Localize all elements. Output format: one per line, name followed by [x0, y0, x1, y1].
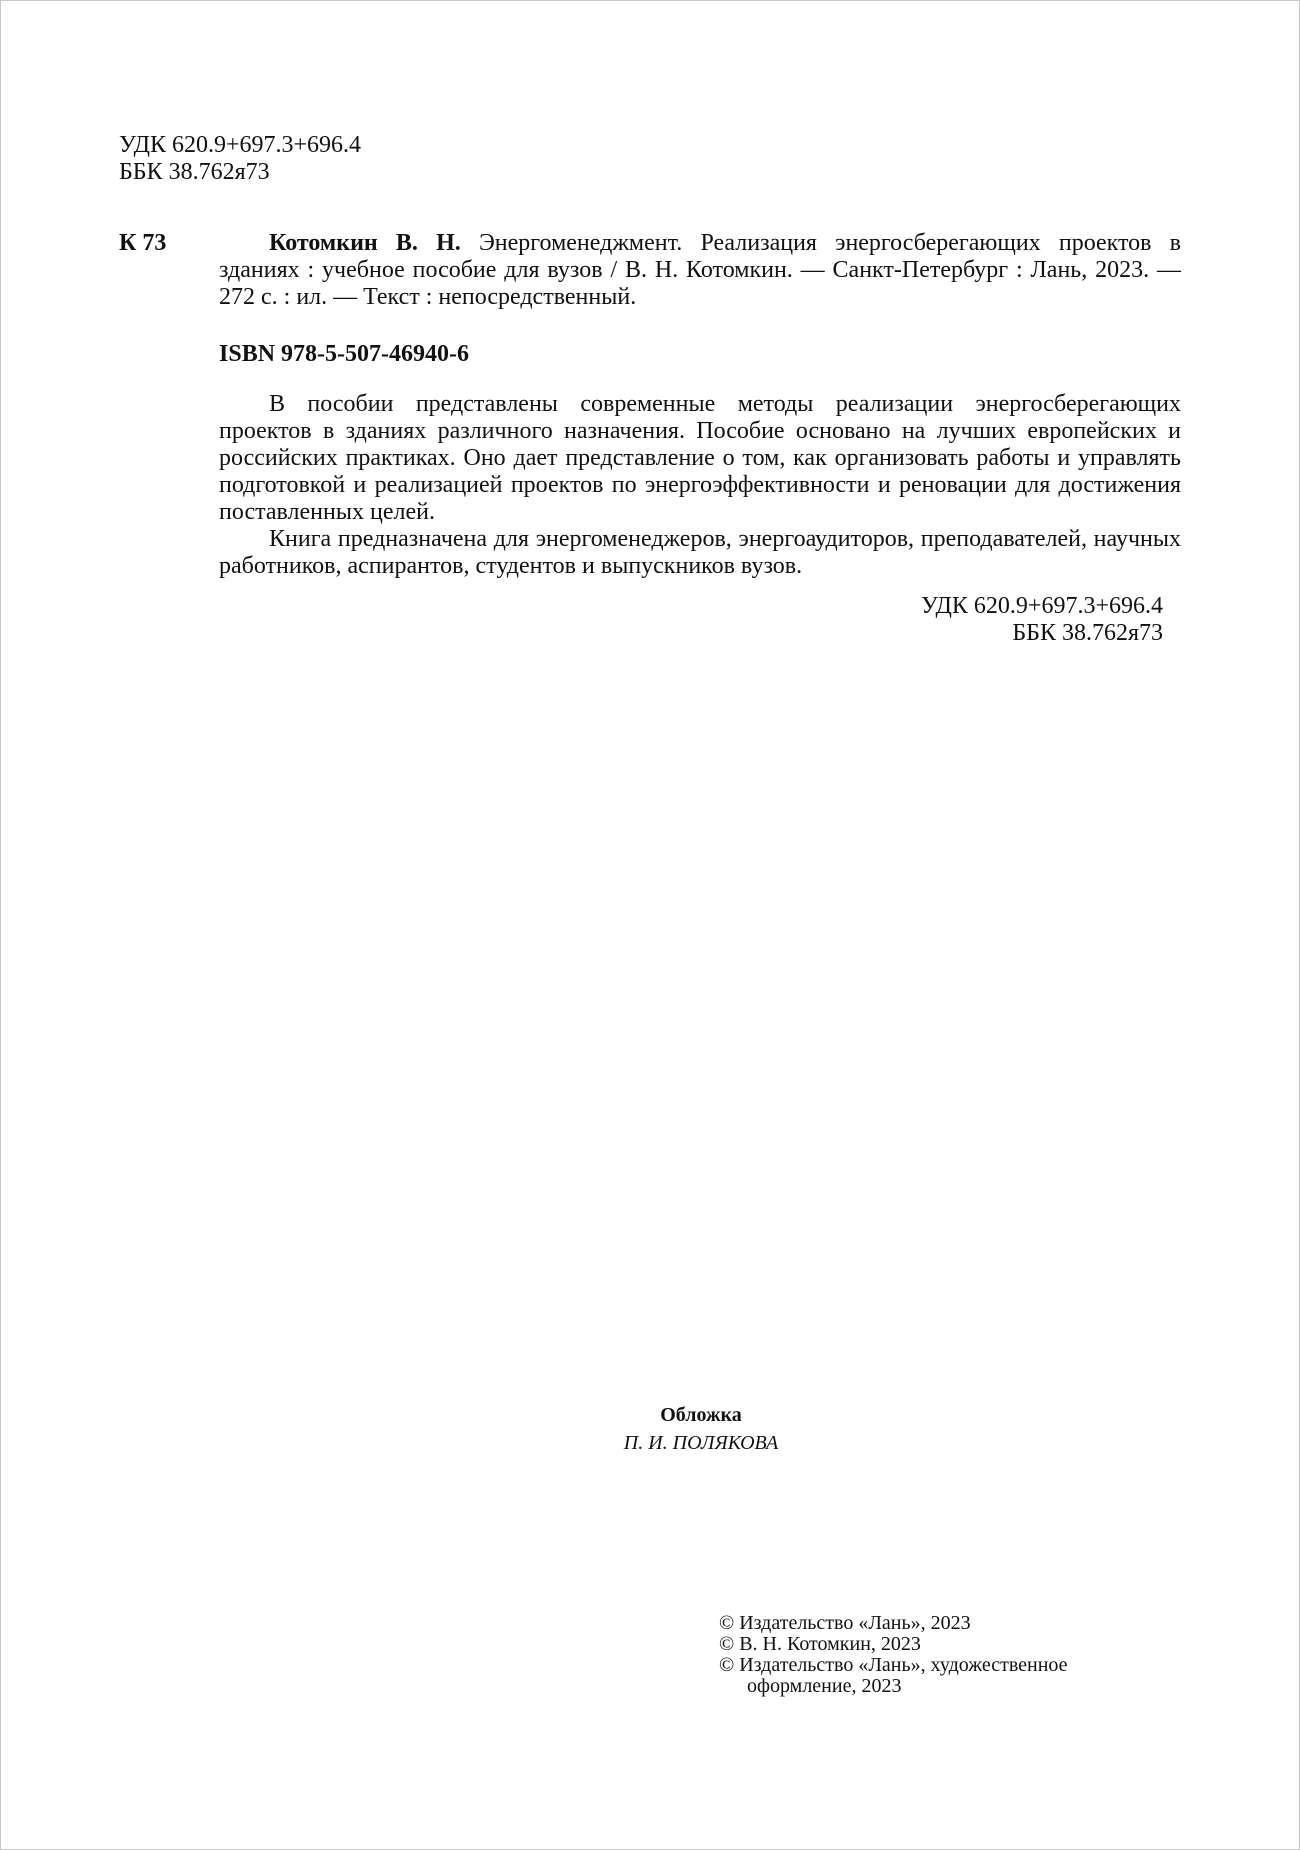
- author-name: Котомкин В. Н.: [269, 230, 461, 256]
- copyright-line: © Издательство «Лань», 2023: [719, 1612, 971, 1634]
- copyright-line: © В. Н. Котомкин, 2023: [719, 1633, 921, 1655]
- udk-code: УДК 620.9+697.3+696.4: [119, 132, 362, 158]
- abstract-paragraph: Книга предназначена для энергоменеджеров, энергоаудиторов, преподавателей, научных работников, аспирантов, студентов и выпускников вузов.: [219, 526, 1181, 579]
- cover-label: Обложка: [660, 1404, 742, 1426]
- udk-code: УДК 620.9+697.3+696.4: [920, 593, 1163, 619]
- classification-codes-bottom: [921, 593, 1163, 647]
- isbn: ISBN 978-5-507-46940-6: [219, 341, 469, 367]
- bbk-code: ББК 38.762я73: [1012, 620, 1163, 646]
- bibliographic-description: Энергоменеджмент. Реализация энергосберегающих проектов в зданиях : учебное пособие для вузов / В. Н. Котомкин. — Санкт-Петербург : Лань, 2023. — 272 с. : ил. — Текст : непосредственный.: [219, 230, 1181, 310]
- copyright-line-continuation: оформление, 2023: [747, 1675, 902, 1697]
- classification-codes-top: [119, 132, 361, 186]
- abstract-paragraph: В пособии представлены современные методы реализации энергосберегающих проектов в зданиях различного назначения. Пособие основано на лучших европейских и российских практиках. Оно дает представление о том, как организовать работы и управлять подготовкой и реализацией проектов по энергоэффективности и реновации для достижения поставленных целей.: [219, 391, 1181, 525]
- copyright-block: [719, 1613, 1068, 1697]
- bibliographic-entry: [219, 230, 1181, 311]
- abstract: [219, 391, 1181, 580]
- cover-designer: П. И. ПОЛЯКОВА: [623, 1432, 779, 1454]
- bbk-code: ББК 38.762я73: [119, 159, 270, 185]
- copyright-line: © Издательство «Лань», художественное: [719, 1654, 1068, 1676]
- author-mark: К 73: [119, 230, 167, 256]
- cover-credit: [501, 1401, 901, 1457]
